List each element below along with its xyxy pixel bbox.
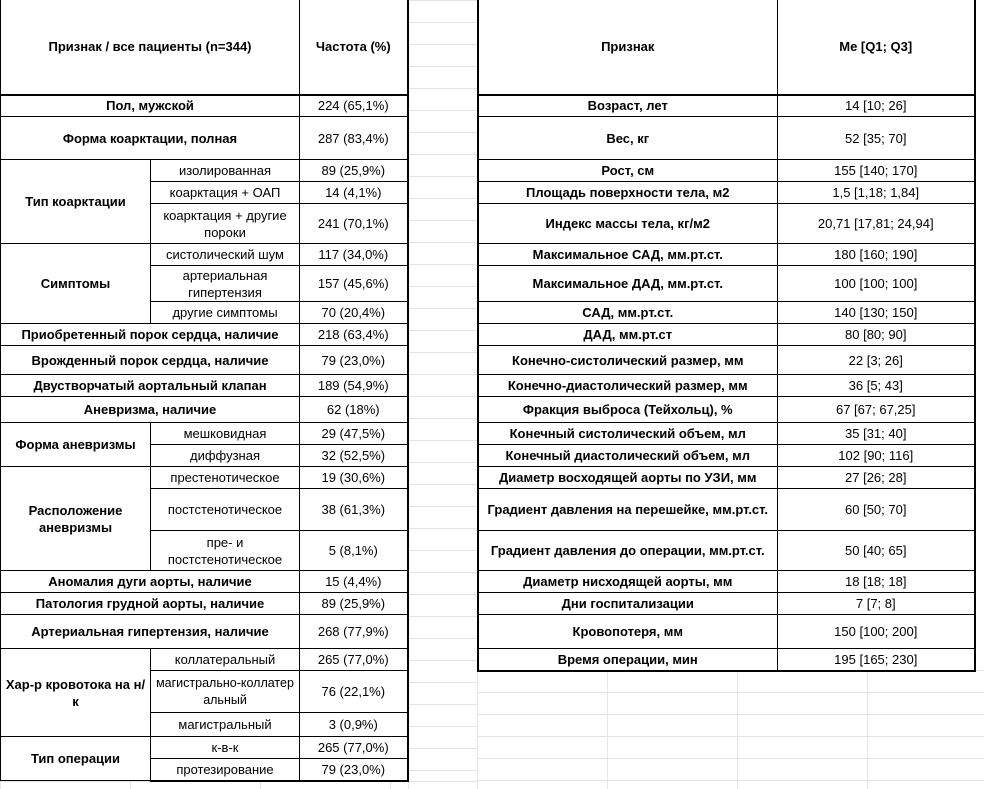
row-value: 265 (77,0%) [300, 649, 408, 671]
row-label: Градиент давления до операции, мм.рт.ст. [478, 531, 777, 571]
row-value: 36 [5; 43] [777, 375, 975, 397]
group-label: Хар-р кровотока на н/к [1, 649, 151, 737]
row-value: 27 [26; 28] [777, 467, 975, 489]
group-label: Форма аневризмы [1, 423, 151, 467]
row-value: 5 (8,1%) [300, 531, 408, 571]
row-value: 29 (47,5%) [300, 423, 408, 445]
table-row [1, 615, 408, 649]
row-label: Двустворчатый аортальный клапан [1, 375, 300, 397]
row-sublabel: магистральный [151, 713, 300, 737]
spreadsheet-grid-background [408, 0, 477, 789]
table-row [1, 324, 408, 346]
row-label: Приобретенный порок сердца, наличие [1, 324, 300, 346]
table-row [1, 571, 408, 593]
row-value: 60 [50; 70] [777, 489, 975, 531]
row-value: 117 (34,0%) [300, 244, 408, 266]
row-value: 89 (25,9%) [300, 160, 408, 182]
table-row [478, 531, 975, 571]
row-label: ДАД, мм.рт.ст [478, 324, 777, 346]
row-value: 155 [140; 170] [777, 160, 975, 182]
row-value: 218 (63,4%) [300, 324, 408, 346]
frequency-table [0, 0, 409, 782]
table-row [1, 95, 408, 117]
table-row [478, 375, 975, 397]
row-value: 268 (77,9%) [300, 615, 408, 649]
table-row [1, 346, 408, 375]
row-label: Время операции, мин [478, 649, 777, 671]
table-row [1, 649, 408, 671]
row-label: Дни госпитализации [478, 593, 777, 615]
table-row [1, 117, 408, 160]
row-label: Конечно-диастолический размер, мм [478, 375, 777, 397]
table-row [478, 615, 975, 649]
table-row [478, 182, 975, 204]
row-value: 241 (70,1%) [300, 204, 408, 244]
row-sublabel: коарктация + ОАП [151, 182, 300, 204]
row-label: Индекс массы тела, кг/м2 [478, 204, 777, 244]
row-label: Патология грудной аорты, наличие [1, 593, 300, 615]
row-label: Рост, см [478, 160, 777, 182]
table-row [1, 244, 408, 266]
row-value: 19 (30,6%) [300, 467, 408, 489]
row-value: 38 (61,3%) [300, 489, 408, 531]
table-row [478, 423, 975, 445]
row-sublabel: магистрально-коллатеральный [151, 671, 300, 713]
row-label: Фракция выброса (Тейхольц), % [478, 397, 777, 423]
row-value: 287 (83,4%) [300, 117, 408, 160]
row-label: Конечный систолический объем, мл [478, 423, 777, 445]
row-value: 70 (20,4%) [300, 302, 408, 324]
table-row [478, 204, 975, 244]
spreadsheet-grid-background [0, 781, 477, 789]
header-feature: Признак [478, 0, 777, 95]
group-label: Тип операции [1, 737, 151, 781]
table-row [478, 117, 975, 160]
group-label: Тип коарктации [1, 160, 151, 244]
table-row [478, 649, 975, 671]
row-value: 22 [3; 26] [777, 346, 975, 375]
row-label: Аневризма, наличие [1, 397, 300, 423]
header-frequency: Частота (%) [300, 0, 408, 95]
row-value: 1,5 [1,18; 1,84] [777, 182, 975, 204]
row-sublabel: другие симптомы [151, 302, 300, 324]
table-row [478, 397, 975, 423]
row-sublabel: изолированная [151, 160, 300, 182]
row-value: 157 (45,6%) [300, 266, 408, 302]
table-row [478, 593, 975, 615]
row-value: 7 [7; 8] [777, 593, 975, 615]
group-label: Симптомы [1, 244, 151, 324]
spreadsheet-grid-background [477, 670, 984, 789]
row-label: Конечно-систолический размер, мм [478, 346, 777, 375]
table-row [478, 445, 975, 467]
table-row [478, 302, 975, 324]
row-sublabel: пре- и постстенотическое [151, 531, 300, 571]
row-value: 224 (65,1%) [300, 95, 408, 117]
table-row [1, 160, 408, 182]
row-sublabel: коарктация + другие пороки [151, 204, 300, 244]
row-sublabel: протезирование [151, 759, 300, 781]
row-value: 20,71 [17,81; 24,94] [777, 204, 975, 244]
row-label: Вес, кг [478, 117, 777, 160]
row-label: Максимальное ДАД, мм.рт.ст. [478, 266, 777, 302]
table-header-row [478, 0, 975, 95]
row-value: 3 (0,9%) [300, 713, 408, 737]
row-sublabel: к-в-к [151, 737, 300, 759]
table-row [478, 571, 975, 593]
table-row [478, 467, 975, 489]
header-median: Me [Q1; Q3] [777, 0, 975, 95]
row-sublabel: диффузная [151, 445, 300, 467]
row-sublabel: мешковидная [151, 423, 300, 445]
row-value: 79 (23,0%) [300, 346, 408, 375]
table-row [1, 467, 408, 489]
table-row [1, 737, 408, 759]
row-value: 79 (23,0%) [300, 759, 408, 781]
table-row [478, 160, 975, 182]
row-value: 15 (4,4%) [300, 571, 408, 593]
row-value: 189 (54,9%) [300, 375, 408, 397]
row-label: САД, мм.рт.ст. [478, 302, 777, 324]
row-value: 62 (18%) [300, 397, 408, 423]
row-label: Пол, мужской [1, 95, 300, 117]
table-row [1, 397, 408, 423]
table-row [478, 346, 975, 375]
row-sublabel: престенотическое [151, 467, 300, 489]
table-row [478, 244, 975, 266]
row-label: Возраст, лет [478, 95, 777, 117]
row-label: Врожденный порок сердца, наличие [1, 346, 300, 375]
row-sublabel: систолический шум [151, 244, 300, 266]
row-value: 50 [40; 65] [777, 531, 975, 571]
row-value: 14 [10; 26] [777, 95, 975, 117]
row-sublabel: артериальная гипертензия [151, 266, 300, 302]
row-value: 89 (25,9%) [300, 593, 408, 615]
row-value: 80 [80; 90] [777, 324, 975, 346]
table-row [478, 95, 975, 117]
row-value: 102 [90; 116] [777, 445, 975, 467]
row-label: Максимальное САД, мм.рт.ст. [478, 244, 777, 266]
row-label: Форма коарктации, полная [1, 117, 300, 160]
row-value: 32 (52,5%) [300, 445, 408, 467]
table-header-row [1, 0, 408, 95]
table-row [1, 593, 408, 615]
row-value: 35 [31; 40] [777, 423, 975, 445]
row-label: Конечный диастолический объем, мл [478, 445, 777, 467]
row-label: Кровопотеря, мм [478, 615, 777, 649]
row-value: 100 [100; 100] [777, 266, 975, 302]
row-label: Градиент давления на перешейке, мм.рт.ст. [478, 489, 777, 531]
row-value: 76 (22,1%) [300, 671, 408, 713]
table-row [1, 423, 408, 445]
row-sublabel: коллатеральный [151, 649, 300, 671]
row-value: 195 [165; 230] [777, 649, 975, 671]
row-value: 67 [67; 67,25] [777, 397, 975, 423]
row-value: 52 [35; 70] [777, 117, 975, 160]
row-value: 265 (77,0%) [300, 737, 408, 759]
row-value: 180 [160; 190] [777, 244, 975, 266]
row-value: 140 [130; 150] [777, 302, 975, 324]
row-label: Артериальная гипертензия, наличие [1, 615, 300, 649]
row-label: Аномалия дуги аорты, наличие [1, 571, 300, 593]
header-feature: Признак / все пациенты (n=344) [1, 0, 300, 95]
row-value: 150 [100; 200] [777, 615, 975, 649]
row-label: Диаметр нисходящей аорты, мм [478, 571, 777, 593]
row-value: 14 (4,1%) [300, 182, 408, 204]
group-label: Расположение аневризмы [1, 467, 151, 571]
table-row [478, 266, 975, 302]
row-sublabel: постстенотическое [151, 489, 300, 531]
median-table [477, 0, 976, 672]
table-row [1, 375, 408, 397]
row-label: Диаметр восходящей аорты по УЗИ, мм [478, 467, 777, 489]
row-value: 18 [18; 18] [777, 571, 975, 593]
table-row [478, 324, 975, 346]
table-row [478, 489, 975, 531]
row-label: Площадь поверхности тела, м2 [478, 182, 777, 204]
